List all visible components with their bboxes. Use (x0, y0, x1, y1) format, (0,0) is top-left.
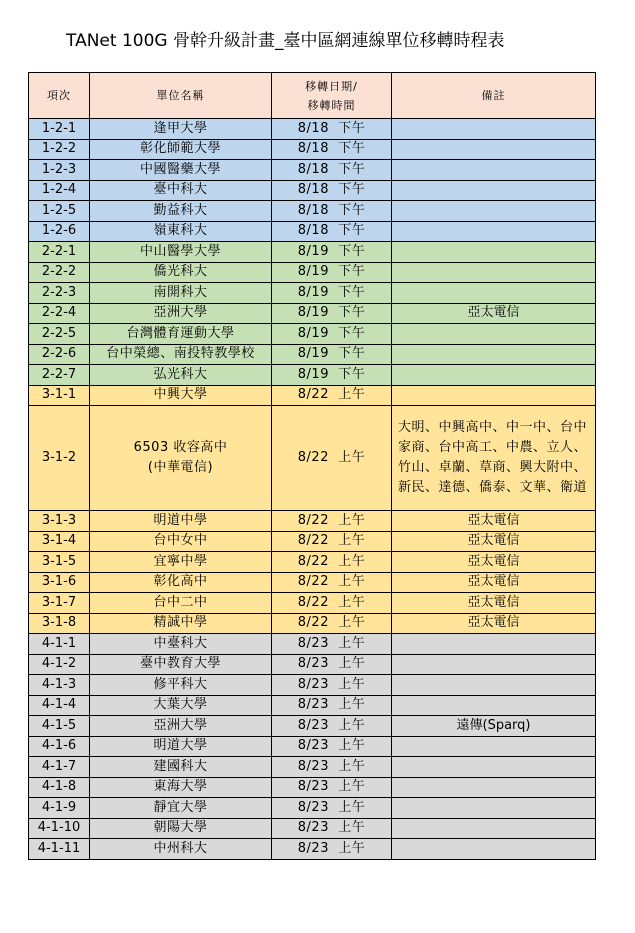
cell-item: 4-1-6 (29, 736, 90, 757)
table-row (29, 242, 596, 263)
cell-item: 2-2-1 (29, 242, 90, 263)
cell-date-time: 8/18 下午 (272, 201, 392, 222)
table-row (29, 613, 596, 634)
table-row (29, 406, 596, 511)
cell-note (392, 201, 596, 222)
table-row (29, 283, 596, 304)
cell-date-time: 8/22 上午 (272, 531, 392, 552)
cell-item: 1-2-2 (29, 139, 90, 160)
cell-date-time: 8/23 上午 (272, 818, 392, 839)
header-item: 項次 (29, 73, 90, 119)
table-row (29, 303, 596, 324)
cell-date-time: 8/22 上午 (272, 572, 392, 593)
cell-note (392, 324, 596, 345)
table-row (29, 798, 596, 819)
cell-unit-name: 亞洲大學 (90, 716, 272, 737)
cell-unit-name: 中山醫學大學 (90, 242, 272, 263)
cell-unit-name: 台中二中 (90, 593, 272, 614)
cell-unit-name: 嶺東科大 (90, 221, 272, 242)
cell-date-time: 8/23 上午 (272, 736, 392, 757)
cell-unit-name: 宜寧中學 (90, 552, 272, 573)
cell-item: 2-2-7 (29, 365, 90, 386)
header-unit: 單位名稱 (90, 73, 272, 119)
cell-date-time: 8/19 下午 (272, 242, 392, 263)
cell-note (392, 818, 596, 839)
cell-item: 4-1-9 (29, 798, 90, 819)
cell-note (392, 654, 596, 675)
cell-unit-name: 彰化師範大學 (90, 139, 272, 160)
cell-date-time: 8/23 上午 (272, 654, 392, 675)
cell-item: 4-1-8 (29, 777, 90, 798)
cell-item: 4-1-3 (29, 675, 90, 696)
table-row (29, 777, 596, 798)
cell-date-time: 8/18 下午 (272, 119, 392, 140)
table-row (29, 324, 596, 345)
cell-note (392, 839, 596, 860)
document-title: TANet 100G 骨幹升級計畫_臺中區網連線單位移轉時程表 (66, 31, 505, 51)
cell-note (392, 160, 596, 181)
table-row (29, 736, 596, 757)
cell-unit-name: 弘光科大 (90, 365, 272, 386)
cell-item: 3-1-6 (29, 572, 90, 593)
cell-note: 亞太電信 (392, 613, 596, 634)
cell-note (392, 344, 596, 365)
cell-unit-name: 明道大學 (90, 736, 272, 757)
cell-item: 3-1-1 (29, 385, 90, 406)
cell-item: 4-1-4 (29, 695, 90, 716)
cell-date-time: 8/18 下午 (272, 180, 392, 201)
migration-schedule-table (28, 72, 596, 860)
cell-note (392, 736, 596, 757)
cell-date-time: 8/22 上午 (272, 593, 392, 614)
cell-unit-name: 精誠中學 (90, 613, 272, 634)
table-row (29, 119, 596, 140)
cell-date-time: 8/23 上午 (272, 675, 392, 696)
cell-unit-name: 建國科大 (90, 757, 272, 778)
cell-item: 4-1-1 (29, 634, 90, 655)
cell-note (392, 675, 596, 696)
cell-item: 3-1-3 (29, 511, 90, 532)
header-date-line1: 移轉日期/ (305, 79, 358, 93)
cell-date-time: 8/23 上午 (272, 716, 392, 737)
cell-unit-name: 中國醫藥大學 (90, 160, 272, 181)
table-row (29, 716, 596, 737)
cell-note (392, 365, 596, 386)
cell-date-time: 8/23 上午 (272, 798, 392, 819)
header-date-time (272, 73, 392, 119)
cell-date-time: 8/23 上午 (272, 777, 392, 798)
cell-unit-name: 修平科大 (90, 675, 272, 696)
cell-unit-name: 中興大學 (90, 385, 272, 406)
cell-note: 大明、中興高中、中一中、台中家商、台中高工、中農、立人、竹山、卓蘭、草商、興大附中、新民、達德、僑泰、文華、衛道 (392, 406, 596, 511)
cell-item: 3-1-8 (29, 613, 90, 634)
table-row (29, 160, 596, 181)
cell-unit-name: 亞洲大學 (90, 303, 272, 324)
cell-date-time: 8/22 上午 (272, 552, 392, 573)
table-row (29, 757, 596, 778)
cell-unit-name: 東海大學 (90, 777, 272, 798)
cell-unit-name: 明道中學 (90, 511, 272, 532)
cell-item: 3-1-7 (29, 593, 90, 614)
cell-unit-name: 中州科大 (90, 839, 272, 860)
table-row (29, 221, 596, 242)
cell-item: 4-1-10 (29, 818, 90, 839)
cell-unit-name: 台灣體育運動大學 (90, 324, 272, 345)
cell-item: 1-2-5 (29, 201, 90, 222)
cell-unit-name: 台中榮總、南投特教學校 (90, 344, 272, 365)
cell-note (392, 777, 596, 798)
cell-note (392, 139, 596, 160)
table-row (29, 365, 596, 386)
table-row (29, 695, 596, 716)
cell-date-time: 8/19 下午 (272, 324, 392, 345)
cell-item: 3-1-4 (29, 531, 90, 552)
table-row (29, 654, 596, 675)
unit-name-line2: (中華電信) (147, 460, 214, 475)
cell-date-time: 8/22 上午 (272, 385, 392, 406)
table-row (29, 385, 596, 406)
cell-date-time: 8/19 下午 (272, 283, 392, 304)
cell-note: 亞太電信 (392, 303, 596, 324)
table-row (29, 675, 596, 696)
cell-item: 1-2-6 (29, 221, 90, 242)
cell-note (392, 180, 596, 201)
cell-unit-name: 台中女中 (90, 531, 272, 552)
cell-item: 4-1-11 (29, 839, 90, 860)
cell-note: 遠傳(Sparq) (392, 716, 596, 737)
unit-name-line1: 6503 收容高中 (133, 440, 228, 455)
cell-item: 4-1-2 (29, 654, 90, 675)
cell-date-time: 8/23 上午 (272, 757, 392, 778)
cell-note (392, 119, 596, 140)
cell-item: 4-1-5 (29, 716, 90, 737)
cell-note (392, 262, 596, 283)
cell-date-time: 8/22 上午 (272, 613, 392, 634)
table-row (29, 552, 596, 573)
cell-item: 1-2-1 (29, 119, 90, 140)
cell-unit-name: 勤益科大 (90, 201, 272, 222)
cell-unit-name: 朝陽大學 (90, 818, 272, 839)
cell-note (392, 385, 596, 406)
cell-item: 3-1-5 (29, 552, 90, 573)
cell-date-time: 8/23 上午 (272, 695, 392, 716)
table-row (29, 531, 596, 552)
cell-note (392, 695, 596, 716)
cell-date-time: 8/22 上午 (272, 406, 392, 511)
cell-unit-name: 彰化高中 (90, 572, 272, 593)
cell-note: 亞太電信 (392, 552, 596, 573)
cell-date-time: 8/18 下午 (272, 139, 392, 160)
cell-date-time: 8/18 下午 (272, 221, 392, 242)
table-row (29, 634, 596, 655)
cell-note (392, 634, 596, 655)
cell-date-time: 8/19 下午 (272, 365, 392, 386)
table-row (29, 201, 596, 222)
cell-item: 2-2-2 (29, 262, 90, 283)
table-row (29, 139, 596, 160)
header-date-line2: 移轉時間 (307, 98, 356, 112)
table-row (29, 262, 596, 283)
cell-date-time: 8/19 下午 (272, 344, 392, 365)
cell-date-time: 8/23 上午 (272, 839, 392, 860)
cell-item: 1-2-4 (29, 180, 90, 201)
cell-date-time: 8/19 下午 (272, 262, 392, 283)
cell-item: 2-2-6 (29, 344, 90, 365)
cell-unit-name (90, 406, 272, 511)
cell-unit-name: 靜宜大學 (90, 798, 272, 819)
cell-note (392, 798, 596, 819)
cell-item: 2-2-5 (29, 324, 90, 345)
header-note: 備註 (392, 73, 596, 119)
cell-date-time: 8/19 下午 (272, 303, 392, 324)
cell-item: 2-2-4 (29, 303, 90, 324)
table-row (29, 180, 596, 201)
cell-unit-name: 南開科大 (90, 283, 272, 304)
cell-item: 3-1-2 (29, 406, 90, 511)
table-row (29, 511, 596, 532)
cell-item: 2-2-3 (29, 283, 90, 304)
cell-unit-name: 僑光科大 (90, 262, 272, 283)
table-row (29, 839, 596, 860)
table-row (29, 344, 596, 365)
cell-item: 4-1-7 (29, 757, 90, 778)
cell-item: 1-2-3 (29, 160, 90, 181)
cell-unit-name: 逢甲大學 (90, 119, 272, 140)
table-row (29, 593, 596, 614)
cell-note: 亞太電信 (392, 572, 596, 593)
cell-note (392, 221, 596, 242)
cell-note (392, 242, 596, 263)
cell-date-time: 8/23 上午 (272, 634, 392, 655)
cell-note: 亞太電信 (392, 593, 596, 614)
cell-note (392, 283, 596, 304)
cell-note: 亞太電信 (392, 511, 596, 532)
cell-unit-name: 臺中教育大學 (90, 654, 272, 675)
cell-unit-name: 大葉大學 (90, 695, 272, 716)
table-row (29, 572, 596, 593)
cell-date-time: 8/18 下午 (272, 160, 392, 181)
table-row (29, 818, 596, 839)
header-row (29, 73, 596, 119)
cell-note (392, 757, 596, 778)
cell-note: 亞太電信 (392, 531, 596, 552)
cell-date-time: 8/22 上午 (272, 511, 392, 532)
cell-unit-name: 中臺科大 (90, 634, 272, 655)
cell-unit-name: 臺中科大 (90, 180, 272, 201)
